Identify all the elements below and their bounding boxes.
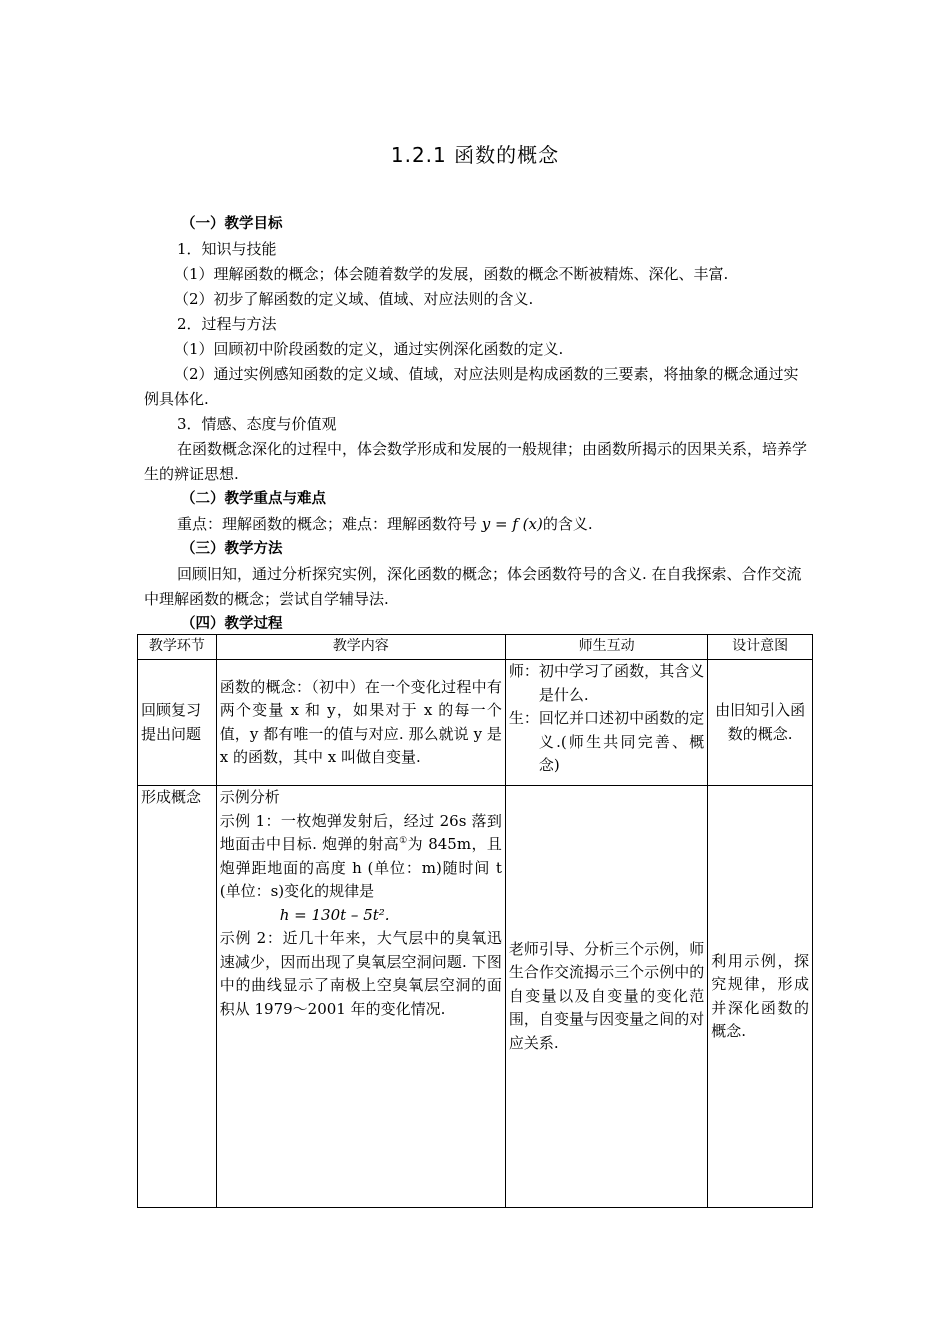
table-row [138,660,813,786]
row1-content: 函数的概念：（初中）在一个变化过程中有两个变量 x 和 y，如果对于 x 的每一个值，y 都有唯一的值与对应. 那么就说 y 是 x 的函数，其中 x 叫做自变量. [216,660,505,786]
header-intent: 设计意图 [708,635,813,660]
table-header-row [138,635,813,660]
row2-content [216,786,505,1208]
row1-intent: 由旧知引入函数的概念. [708,660,813,786]
keypoints-suffix: 的含义. [542,515,593,533]
table-row [138,786,813,1208]
method-heading: （三）教学方法 [181,541,283,557]
header-stage: 教学环节 [138,635,217,660]
example-1-continued: 为 845m，且炮弹距地面的高度 h (单位：m)随时间 t (单位：s)变化的规律是 [219,835,502,900]
keypoints-paragraph [144,512,812,537]
knowledge-item-1: （1）理解函数的概念；体会随着数学的发展，函数的概念不断被精炼、深化、丰富. [174,265,729,283]
knowledge-heading: 1．知识与技能 [177,240,277,258]
keypoints-prefix: 重点：理解函数的概念；难点：理解函数符号 [177,515,482,533]
process-heading: 2．过程与方法 [177,315,277,333]
keypoints-heading: （二）教学重点与难点 [181,491,326,507]
teacher-label: 师： [508,662,539,680]
teaching-process-table [137,634,813,1208]
goals-heading: （一）教学目标 [181,216,283,232]
row1-stage: 回顾复习提出问题 [138,660,217,786]
example-2: 示例 2：近几十年来，大气层中的臭氧迅速减少，因而出现了臭氧层空洞问题. 下图中的曲线显示了南极上空臭氧层空洞的面积从 1979～2001 年的变化情况. [219,929,502,1018]
student-line [509,707,704,778]
examples-subtitle: 示例分析 [219,788,280,806]
process-table-heading: （四）教学过程 [181,616,283,632]
student-label: 生： [508,709,539,727]
teacher-text: 初中学习了函数，其含义是什么. [538,662,705,704]
teacher-line [509,660,704,707]
footnote-marker: ① [399,836,408,846]
method-paragraph: 回顾旧知，通过分析探究实例，深化函数的概念；体会函数符号的含义. 在自我探索、合作交流中理解函数的概念；尝试自学辅导法. [144,565,802,608]
height-formula: h = 130t – 5t². [279,905,390,924]
row2-intent: 利用示例，探究规律，形成并深化函数的概念. [708,786,813,1208]
example-1 [220,810,502,904]
function-notation: y = f (x) [481,515,543,533]
process-item-1: （1）回顾初中阶段函数的定义，通过实例深化函数的定义. [174,340,564,358]
row2-stage: 形成概念 [138,786,217,1208]
process-item-2: （2）通过实例感知函数的定义域、值域，对应法则是构成函数的三要素，将抽象的概念通过实例具体化. [144,365,799,408]
header-content: 教学内容 [216,635,505,660]
example-1-text: 示例 1：一枚炮弹发射后，经过 26s 落到地面击中目标. 炮弹的射高 [219,811,502,853]
header-interaction: 师生互动 [505,635,707,660]
document-body [144,212,812,637]
row1-interaction [505,660,707,786]
emotion-heading: 3．情感、态度与价值观 [177,415,337,433]
row2-interaction: 老师引导、分析三个示例，师生合作交流揭示三个示例中的自变量以及自变量的变化范围，自变量与因变量之间的对应关系. [505,786,707,1208]
knowledge-item-2: （2）初步了解函数的定义域、值域、对应法则的含义. [174,290,534,308]
emotion-paragraph: 在函数概念深化的过程中，体会数学形成和发展的一般规律；由函数所揭示的因果关系，培养学生的辨证思想. [144,440,808,483]
page-title: 1.2.1 函数的概念 [390,143,560,167]
student-text: 回忆并口述初中函数的定义.(师生共同完善、概念) [538,709,705,774]
